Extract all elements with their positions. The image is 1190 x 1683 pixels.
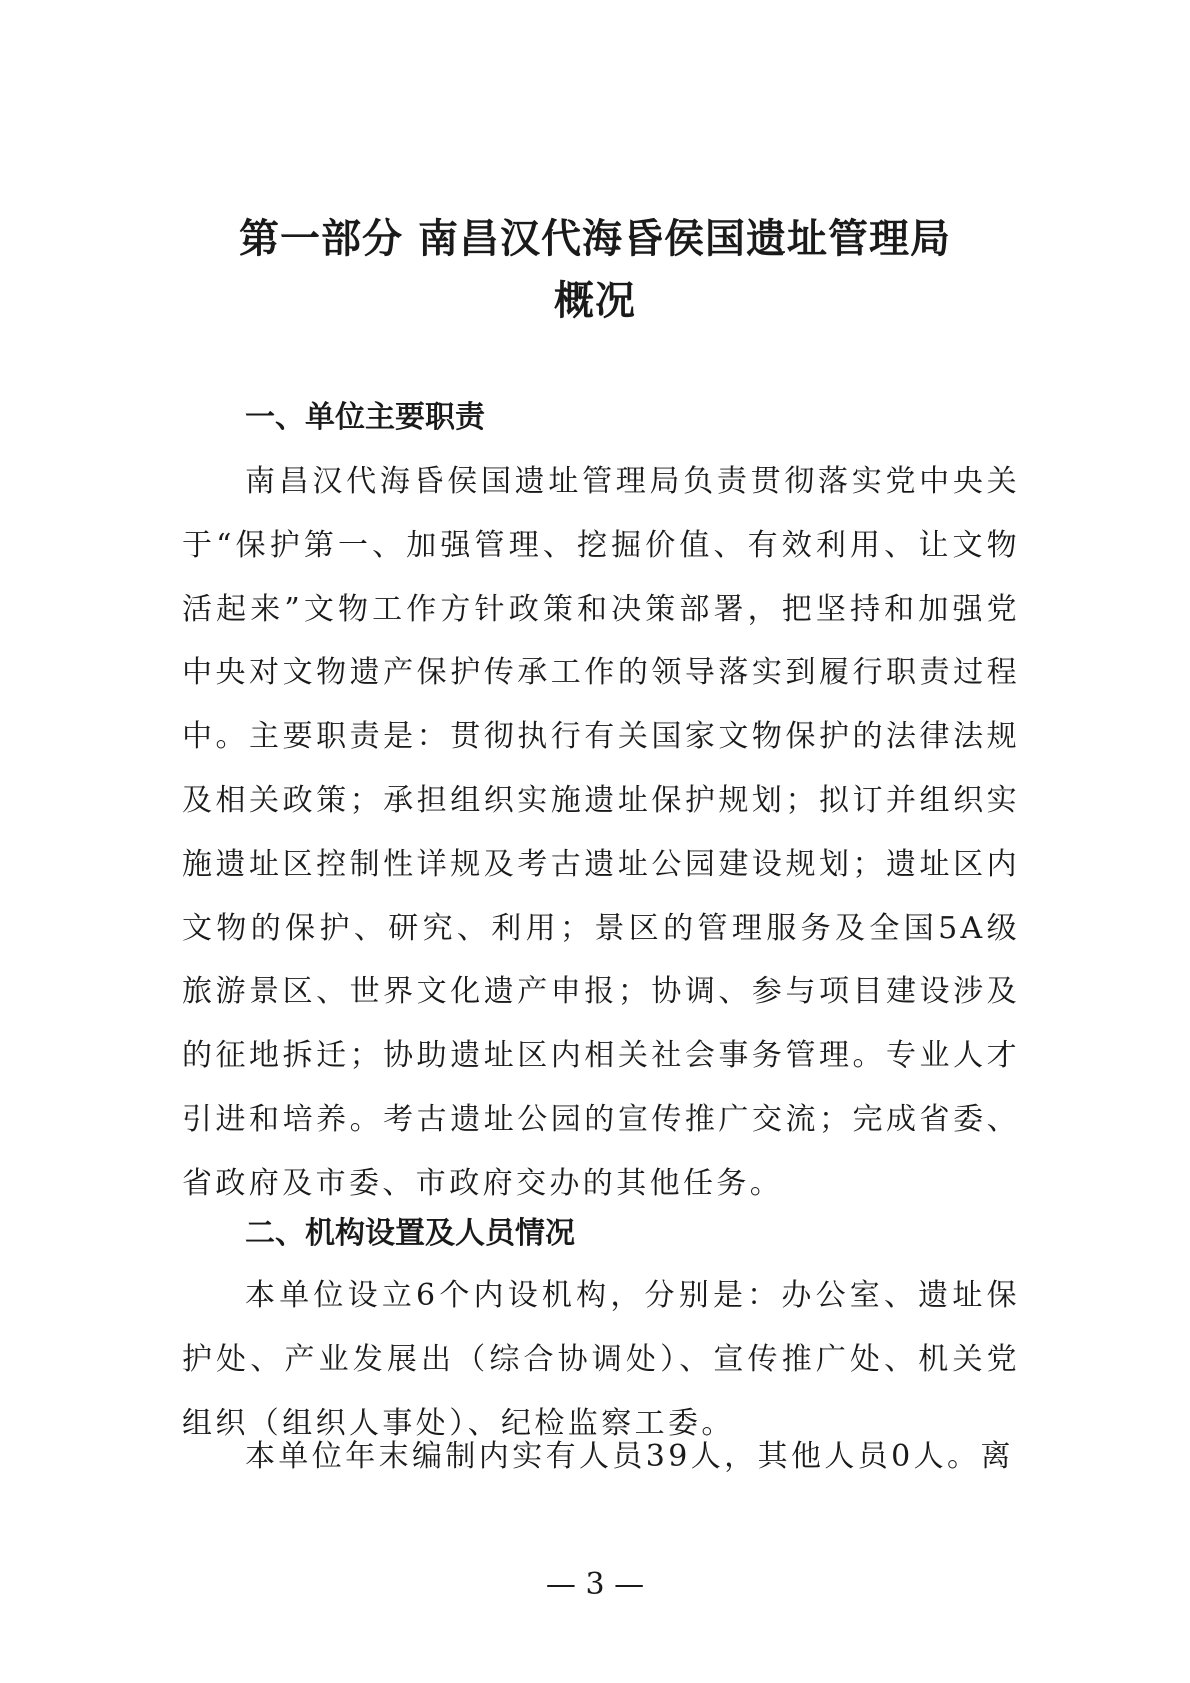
staff-paragraph: 本单位年末编制内实有人员39人，其他人员0人。离 [245,1439,1014,1474]
duties-paragraph: 南昌汉代海昏侯国遗址管理局负责贯彻落实党中央关于“保护第一、加强管理、挖掘价值、有效利用、让文物活起来”文物工作方针政策和决策部署，把坚持和加强党中央对文物遗产保护传承工作的领导落实到履行职责过程中。主要职责是：贯彻执行有关国家文物保护的法律法规及相关政策；承担组织实施遗址保护规划；拟订并组织实施遗址区控制性详规及考古遗址公园建设规划；遗址区内文物的保护、研究、利用；景区的管理服务及全国5A级旅游景区、世界文化遗产申报；协调、参与项目建设涉及的征地拆迁；协助遗址区内相关社会事务管理。专业人才引进和培养。考古遗址公园的宣传推广交流；完成省委、省政府及市委、市政府交办的其他任务。 [182,464,1020,1201]
section-heading-organization: 二、机构设置及人员情况 [245,1216,575,1251]
section-heading-duties: 一、单位主要职责 [245,400,485,435]
organization-paragraph: 本单位设立6个内设机构，分别是：办公室、遗址保护处、产业发展出（综合协调处）、宣传推广处、机关党组织（组织人事处）、纪检监察工委。 [182,1278,1020,1441]
document-title-line1: 第一部分 南昌汉代海昏侯国遗址管理局 [239,216,951,262]
document-title-line2: 概况 [554,278,636,324]
page-number: — 3 — [545,1567,645,1602]
